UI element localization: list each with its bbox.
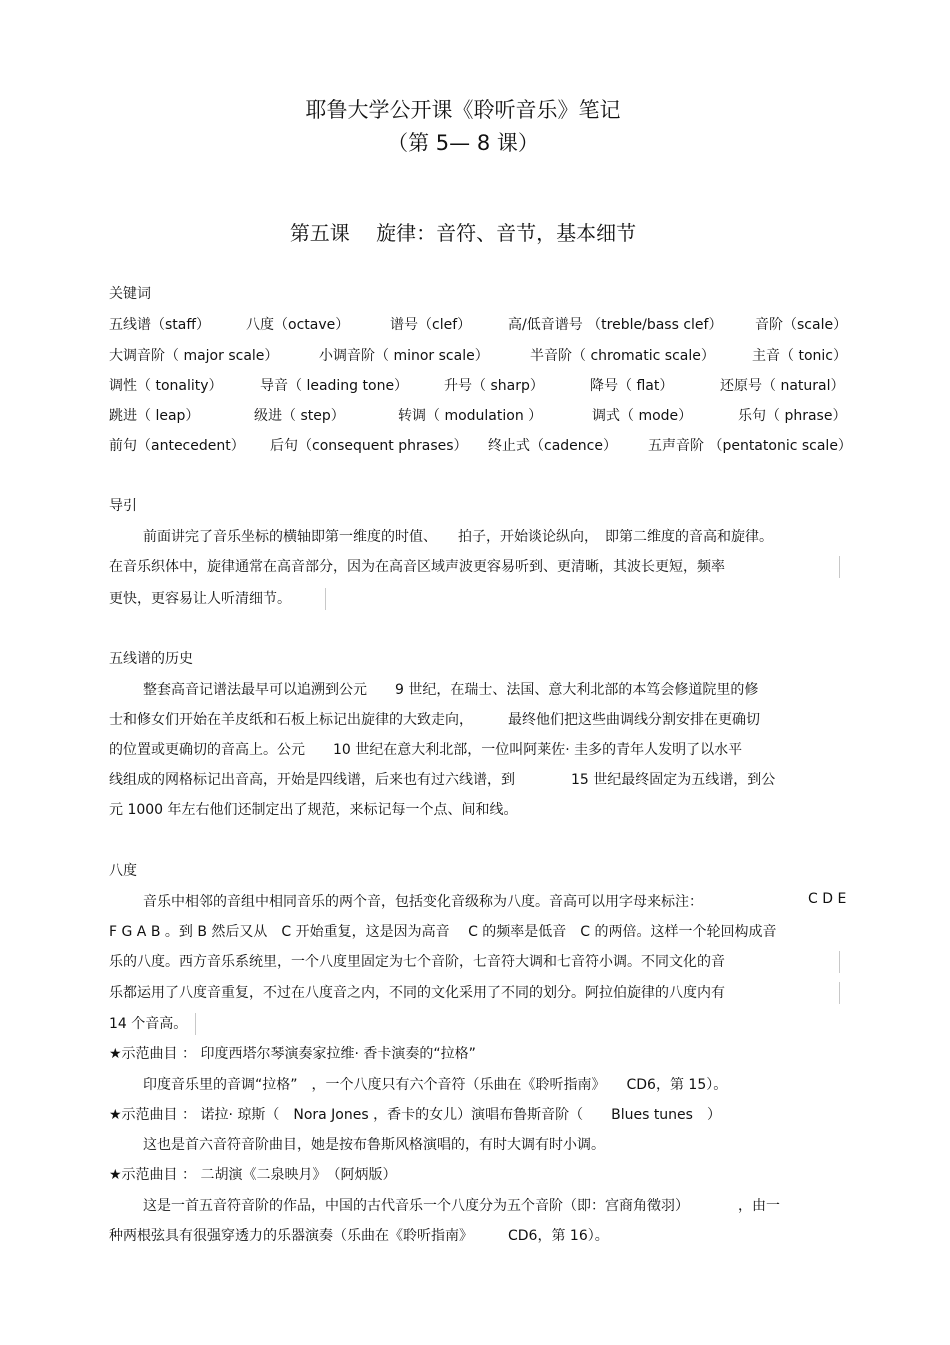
paragraph-line: 在音乐织体中，旋律通常在高音部分，因为在高音区域声波更容易听到、更清晰，其波长更短，频率 xyxy=(109,559,725,575)
document-subtitle: （第 5— 8 课） xyxy=(387,131,539,155)
keyword-item: 高/低音谱号 （treble/bass clef） xyxy=(508,317,723,333)
keyword-item: 降号（ flat） xyxy=(590,378,674,394)
keyword-item: 后句（consequent phrases） xyxy=(270,438,468,454)
document-title: 耶鲁大学公开课《聆听音乐》笔记 xyxy=(305,98,621,122)
paragraph-line: 元 1000 年左右他们还制定出了规范，来标记每一个点、间和线。 xyxy=(109,802,518,818)
margin-mark xyxy=(839,556,840,578)
paragraph-line: 乐的八度。西方音乐系统里，一个八度里固定为七个音阶，七音符大调和七音符小调。不同文化的音 xyxy=(109,954,725,970)
paragraph-line: 更快，更容易让人听清细节。 xyxy=(109,591,291,607)
octave-heading: 八度 xyxy=(109,863,137,879)
paragraph-line: 14 个音高。 xyxy=(109,1016,188,1032)
keyword-item: 导音（ leading tone） xyxy=(260,378,409,394)
keyword-item: 级进（ step） xyxy=(254,408,345,424)
keyword-item: 五线谱（staff） xyxy=(109,317,211,333)
note-letters: C D E xyxy=(808,891,847,907)
lesson-heading: 第五课 旋律：音符、音节，基本细节 xyxy=(289,221,637,245)
paragraph-line: 线组成的网格标记出音高，开始是四线谱，后来也有过六线谱，到 15 世纪最终固定为五线谱，到公 xyxy=(109,772,776,788)
intro-heading: 导引 xyxy=(109,498,137,514)
keyword-item: 调式（ mode） xyxy=(592,408,693,424)
example-label: ★示范曲目 ： 印度西塔尔琴演奏家拉维· 香卡演奏的“拉格” xyxy=(109,1046,476,1062)
staff-history-heading: 五线谱的历史 xyxy=(109,651,193,667)
keyword-item: 小调音阶（ minor scale） xyxy=(319,348,489,364)
keyword-item: 八度（octave） xyxy=(246,317,350,333)
keyword-item: 跳进（ leap） xyxy=(109,408,200,424)
paragraph-line: 乐都运用了八度音重复，不过在八度音之内，不同的文化采用了不同的划分。阿拉伯旋律的八度内有 xyxy=(109,985,725,1001)
keyword-item: 主音（ tonic） xyxy=(752,348,847,364)
paragraph-line: 士和修女们开始在羊皮纸和石板上标记出旋律的大致走向， 最终他们把这些曲调线分割安排在更确切 xyxy=(109,712,760,728)
keyword-item: 谱号（clef） xyxy=(390,317,472,333)
keyword-item: 转调（ modulation ） xyxy=(398,408,543,424)
example-label: ★示范曲目 ： 二胡演《二泉映月》 （阿炳版） xyxy=(109,1167,397,1183)
keyword-item: 升号（ sharp） xyxy=(444,378,544,394)
keyword-item: 终止式（cadence） xyxy=(488,438,617,454)
example-description: 这也是首六音符音阶曲目，她是按布鲁斯风格演唱的，有时大调有时小调。 xyxy=(143,1137,605,1153)
paragraph-line: 的位置或更确切的音高上。公元 10 世纪在意大利北部，一位叫阿莱佐· 圭多的青年人发明了以水平 xyxy=(109,742,743,758)
keyword-item: 乐句（ phrase） xyxy=(738,408,847,424)
margin-mark xyxy=(839,951,840,973)
paragraph-line: 音乐中相邻的音组中相同音乐的两个音，包括变化音级称为八度。音高可以用字母来标注： xyxy=(143,894,703,910)
example-description: 这是一首五音符音阶的作品，中国的古代音乐一个八度分为五个音阶（即：宫商角徵羽） ，由一 xyxy=(143,1198,780,1214)
keyword-item: 调性（ tonality） xyxy=(109,378,223,394)
keyword-item: 音阶（scale） xyxy=(755,317,848,333)
margin-mark xyxy=(195,1013,196,1035)
keyword-item: 还原号（ natural） xyxy=(720,378,845,394)
paragraph-line: 前面讲完了音乐坐标的横轴即第一维度的时值、 拍子，开始谈论纵向， 即第二维度的音高和旋律。 xyxy=(143,529,773,545)
keyword-item: 半音阶（ chromatic scale） xyxy=(530,348,715,364)
example-description: 印度音乐里的音调“拉格” ，一个八度只有六个音符（乐曲在《聆听指南》 CD6，第 15）。 xyxy=(143,1077,728,1093)
paragraph-line: 整套高音记谱法最早可以追溯到公元 9 世纪，在瑞士、法国、意大利北部的本笃会修道院里的修 xyxy=(143,682,759,698)
keyword-item: 前句（antecedent） xyxy=(109,438,245,454)
margin-mark xyxy=(325,588,326,610)
paragraph-line: F G A B 。到 B 然后又从 C 开始重复，这是因为高音 C 的频率是低音 C 的两倍。这样一个轮回构成音 xyxy=(109,924,777,940)
keyword-item: 大调音阶（ major scale） xyxy=(109,348,279,364)
margin-mark xyxy=(839,982,840,1004)
keywords-heading: 关键词 xyxy=(109,286,151,302)
keyword-item: 五声音阶 （pentatonic scale） xyxy=(648,438,852,454)
example-description: 种两根弦具有很强穿透力的乐器演奏（乐曲在《聆听指南》 CD6，第 16）。 xyxy=(109,1228,609,1244)
example-label: ★示范曲目 ： 诺拉· 琼斯（ Nora Jones ，香卡的女儿）演唱布鲁斯音阶（ Blues tunes ） xyxy=(109,1107,721,1123)
